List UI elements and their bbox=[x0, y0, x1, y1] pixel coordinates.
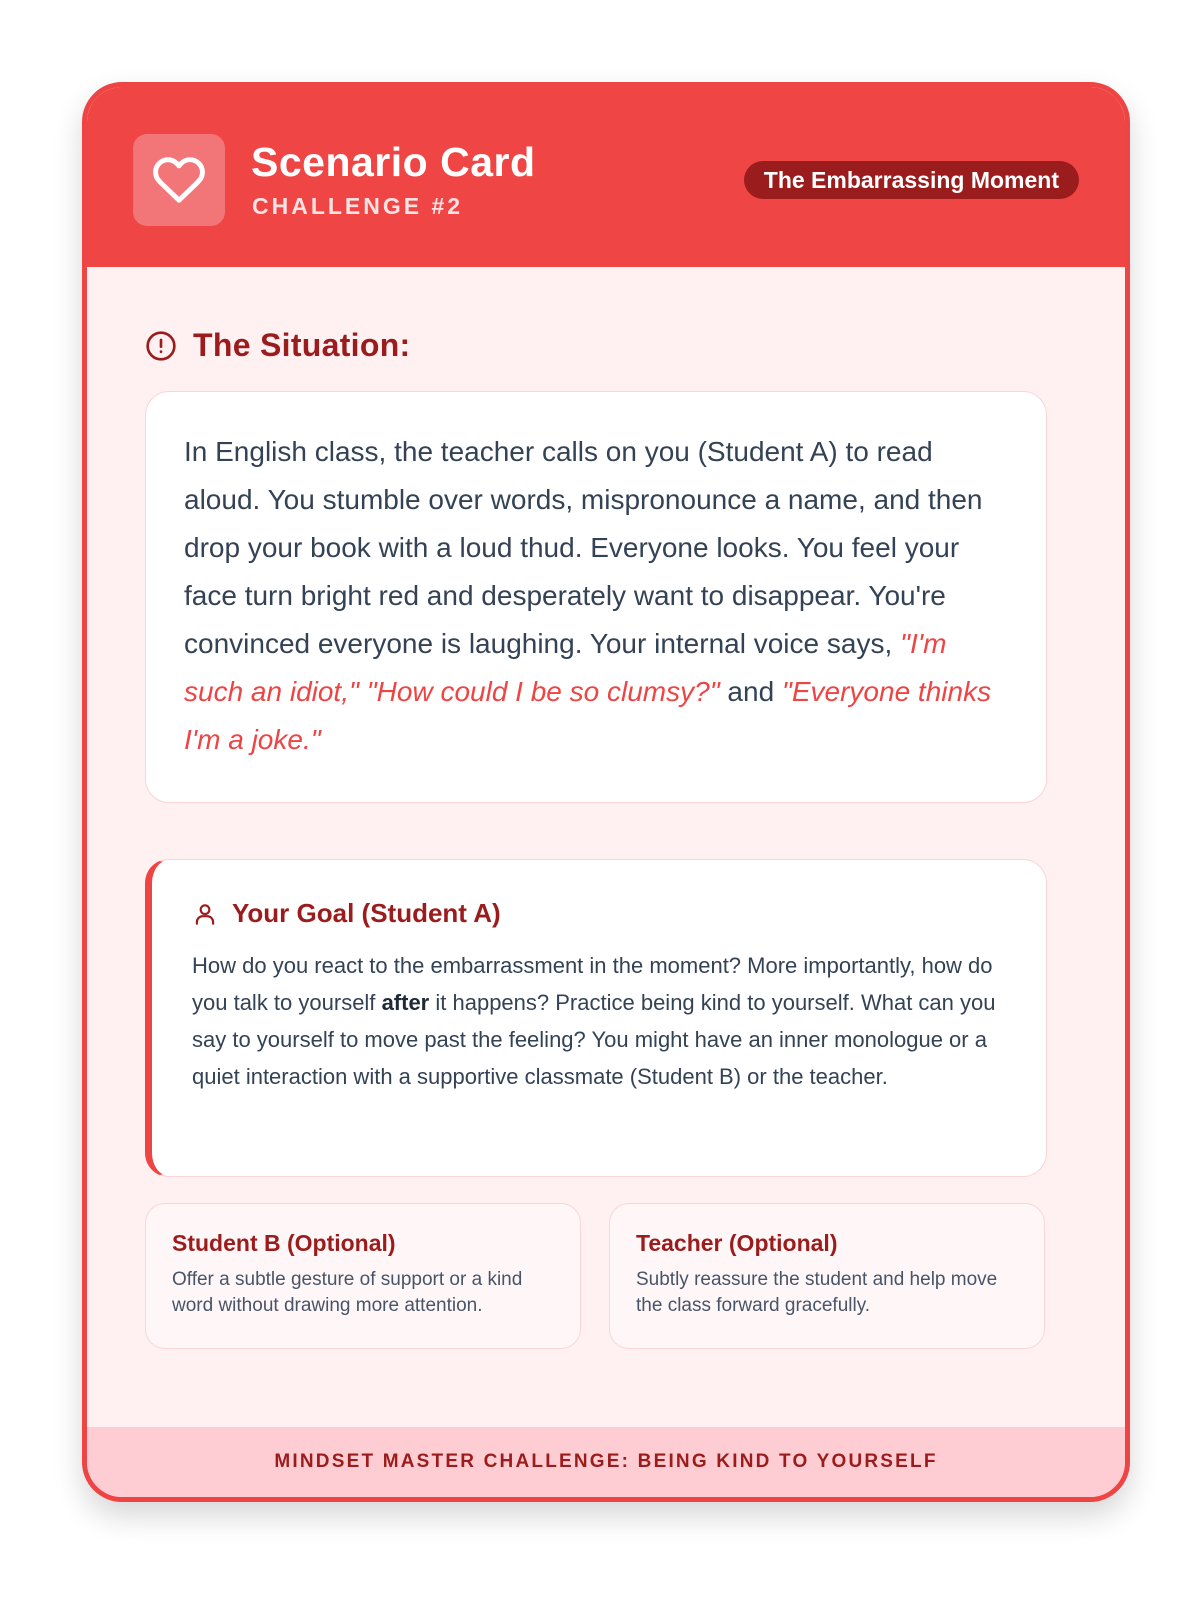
role-title: Teacher (Optional) bbox=[636, 1230, 838, 1256]
user-icon bbox=[192, 901, 218, 927]
alert-circle-icon bbox=[145, 330, 177, 362]
footer-text: MINDSET MASTER CHALLENGE: BEING KIND TO YOURSELF bbox=[274, 1451, 938, 1472]
quote-connector: and bbox=[727, 676, 775, 707]
situation-body: In English class, the teacher calls on you (Student A) to read aloud. You stumble over words, mispronounce a name, and then drop your book with a loud thud. Everyone looks. You feel your face turn bright red and desperately want to disappear. You're convinced everyone is laughing. Your internal voice says, bbox=[184, 436, 983, 659]
scenario-card bbox=[82, 82, 1130, 1502]
goal-text-after: it happens? Practice being kind to yourself. What can you say to yourself to move past the feeling? You might have an inner monologue or a quiet interaction with a supportive classmate (Student B) or the teacher. bbox=[192, 990, 996, 1089]
goal-text-bold: after bbox=[381, 990, 430, 1015]
card-footer bbox=[87, 1427, 1125, 1497]
situation-heading-label: The Situation: bbox=[193, 327, 411, 363]
role-description: Subtly reassure the student and help move the class forward gracefully. bbox=[636, 1269, 998, 1316]
heart-icon bbox=[152, 153, 206, 207]
inner-voice-quote-3: "Everyone thinks I'm a joke." bbox=[184, 676, 992, 755]
goal-box bbox=[145, 859, 1047, 1177]
inner-voice-quote-2: "How could I be so clumsy?" bbox=[366, 676, 720, 707]
situation-text bbox=[184, 428, 1008, 764]
goal-text bbox=[192, 947, 1006, 1095]
situation-box bbox=[145, 391, 1047, 803]
situation-heading bbox=[145, 327, 411, 364]
challenge-number: CHALLENGE #2 bbox=[252, 193, 464, 219]
goal-text-before: How do you react to the embarrassment in the moment? More importantly, how do you talk to yourself bbox=[192, 953, 993, 1015]
inner-voice-quote-1: "I'm such an idiot," bbox=[184, 628, 947, 707]
card-header bbox=[87, 87, 1125, 267]
goal-heading-label: Your Goal (Student A) bbox=[232, 898, 501, 928]
scenario-badge: The Embarrassing Moment bbox=[744, 161, 1079, 199]
card-title: Scenario Card bbox=[251, 139, 536, 185]
role-card-teacher bbox=[609, 1203, 1045, 1349]
role-title: Student B (Optional) bbox=[172, 1230, 396, 1256]
role-card-student-b bbox=[145, 1203, 581, 1349]
role-description: Offer a subtle gesture of support or a kind word without drawing more attention. bbox=[172, 1269, 523, 1316]
logo-badge bbox=[133, 134, 225, 226]
goal-heading bbox=[192, 898, 1006, 929]
